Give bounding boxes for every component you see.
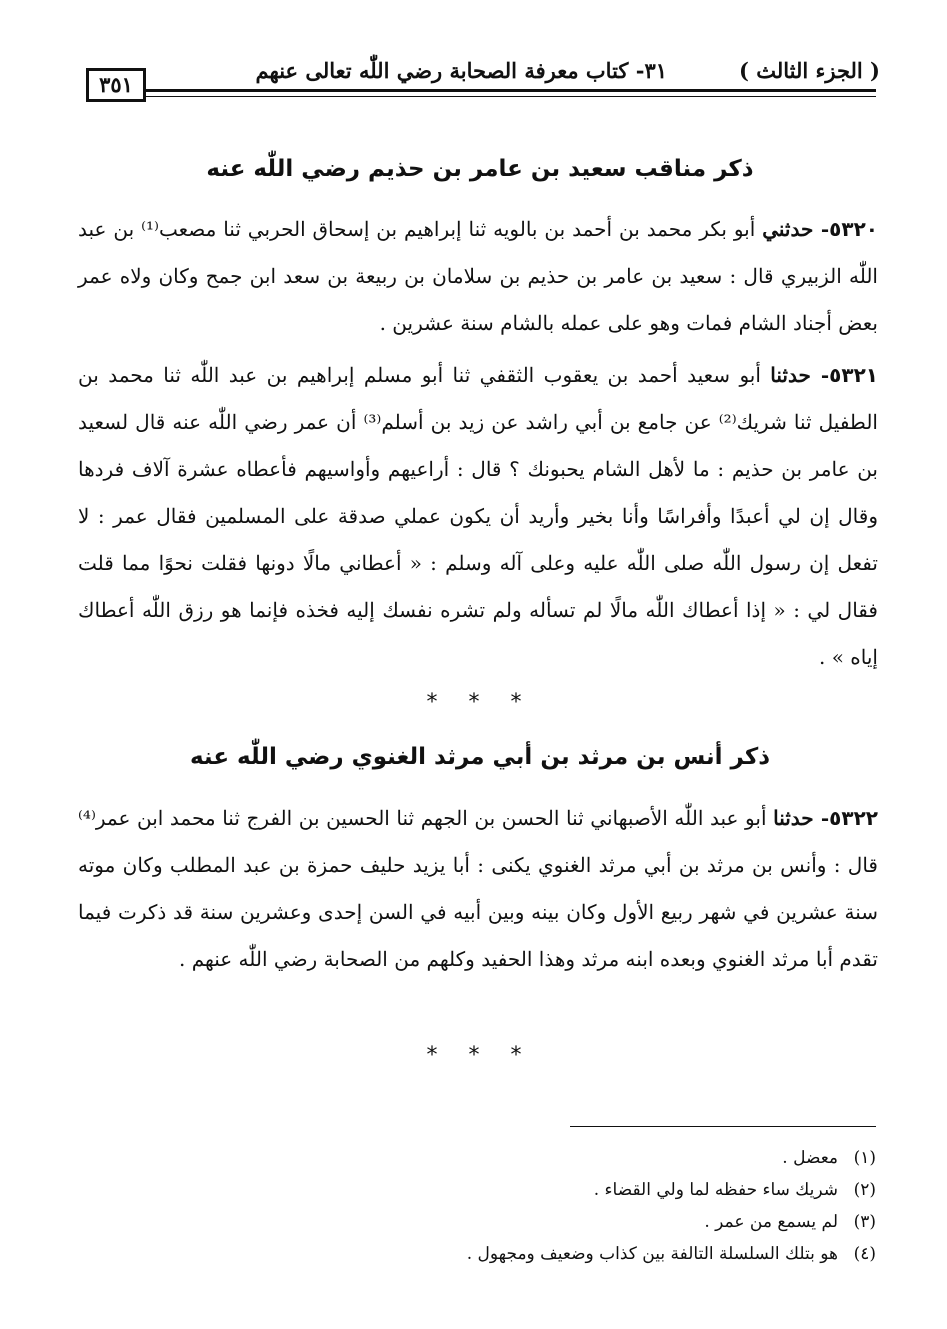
footnote-rule — [570, 1126, 876, 1127]
volume-label: ( الجزء الثالث ) — [738, 58, 880, 83]
hadith-lead: - حدثني — [762, 217, 830, 241]
hadith-lead: - حدثنا — [773, 806, 830, 830]
hadith-paragraph — [78, 352, 878, 681]
footnote-marker: (١) — [853, 1148, 876, 1168]
footnote — [300, 1238, 876, 1270]
hadith-number: ٥٣٢١ — [829, 363, 878, 387]
footnote-text: لم يسمع من عمر . — [704, 1212, 838, 1232]
footnote — [300, 1206, 876, 1238]
hadith-text: أبو بكر محمد بن أحمد بن بالويه ثنا إبراهيم بن إسحاق الحربي ثنا مصعب⁽¹⁾ بن عبد اللّٰه الزبيري قال : سعيد بن عامر بن حذيم بن سلامان بن ربيعة بن سعد ابن جمح وكان ولاه عمر بعض أجناد الشام فمات وهو على عمله بالشام سنة عشرين . — [78, 217, 878, 335]
footnote-text: معضل . — [782, 1148, 838, 1168]
footnote-marker: (٤) — [853, 1244, 876, 1264]
section-separator: * * * — [426, 1043, 534, 1068]
hadith-paragraph — [78, 206, 878, 347]
footnote-text: هو بتلك السلسلة التالفة بين كذاب وضعيف ومجهول . — [466, 1244, 838, 1264]
footnotes — [300, 1142, 876, 1270]
hadith-text: أبو سعيد أحمد بن يعقوب الثقفي ثنا أبو مسلم إبراهيم بن عبد اللّٰه ثنا محمد بن الطفيل ثنا شريك⁽²⁾ عن جامع بن أبي راشد عن زيد بن أسلم⁽³⁾ أن عمر رضي اللّٰه عنه قال لسعيد بن عامر بن حذيم : ما لأهل الشام يحبونك ؟ قال : أراعيهم وأواسيهم فأعطاه عشرة آلاف فردها وقال إن لي أعبدًا وأفراسًا وأنا بخير وأريد أن يكون عملي صدقة على المسلمين فقال عمر : لا تفعل إن رسول اللّٰه صلى اللّٰه عليه وعلى آله وسلم : « أعطاني مالًا دونها فقلت نحوًا مما قلت فقال لي : « إذا أعطاك اللّٰه مالًا لم تسأله ولم تشره نفسك إليه فخذه فإنما هو رزق اللّٰه أعطاك إياه » . — [78, 363, 878, 669]
section-title: ذكر أنس بن مرثد بن أبي مرثد الغنوي رضي اللّٰه عنه — [189, 744, 771, 770]
hadith-text: أبو عبد اللّٰه الأصبهاني ثنا الحسن بن الجهم ثنا الحسين بن الفرج ثنا محمد ابن عمر⁽⁴⁾ قال : وأنس بن مرثد بن أبي مرثد الغنوي يكنى : أبا يزيد حليف حمزة بن عبد المطلب وكان موته سنة عشرين في شهر ربيع الأول وكان بينه وبين أبيه في السن إحدى وعشرين سنة قد ذكرت فيما تقدم أبا مرثد الغنوي وبعده ابنه مرثد وهذا الحفيد وكلهم من الصحابة رضي اللّٰه عنهم . — [78, 806, 878, 971]
footnote-text: شريك ساء حفظه لما ولي القضاء . — [593, 1180, 838, 1200]
hadith-lead: - حدثنا — [770, 363, 830, 387]
footnote-marker: (٢) — [853, 1180, 876, 1200]
running-header — [85, 44, 885, 84]
header-rule-thick — [146, 89, 876, 92]
footnote — [300, 1142, 876, 1174]
section-separator: * * * — [426, 690, 534, 715]
hadith-number: ٥٣٢٢ — [829, 806, 878, 830]
section-title: ذكر مناقب سعيد بن عامر بن حذيم رضي اللّٰه عنه — [206, 156, 754, 182]
footnote — [300, 1174, 876, 1206]
hadith-paragraph — [78, 795, 878, 983]
book-chapter-title: ٣١- كتاب معرفة الصحابة رضي اللّٰه تعالى عنهم — [255, 58, 667, 83]
hadith-number: ٥٣٢٠ — [829, 217, 878, 241]
page-number: ٣٥١ — [86, 68, 146, 102]
header-rule-thin — [146, 96, 876, 97]
footnote-marker: (٣) — [853, 1212, 876, 1232]
